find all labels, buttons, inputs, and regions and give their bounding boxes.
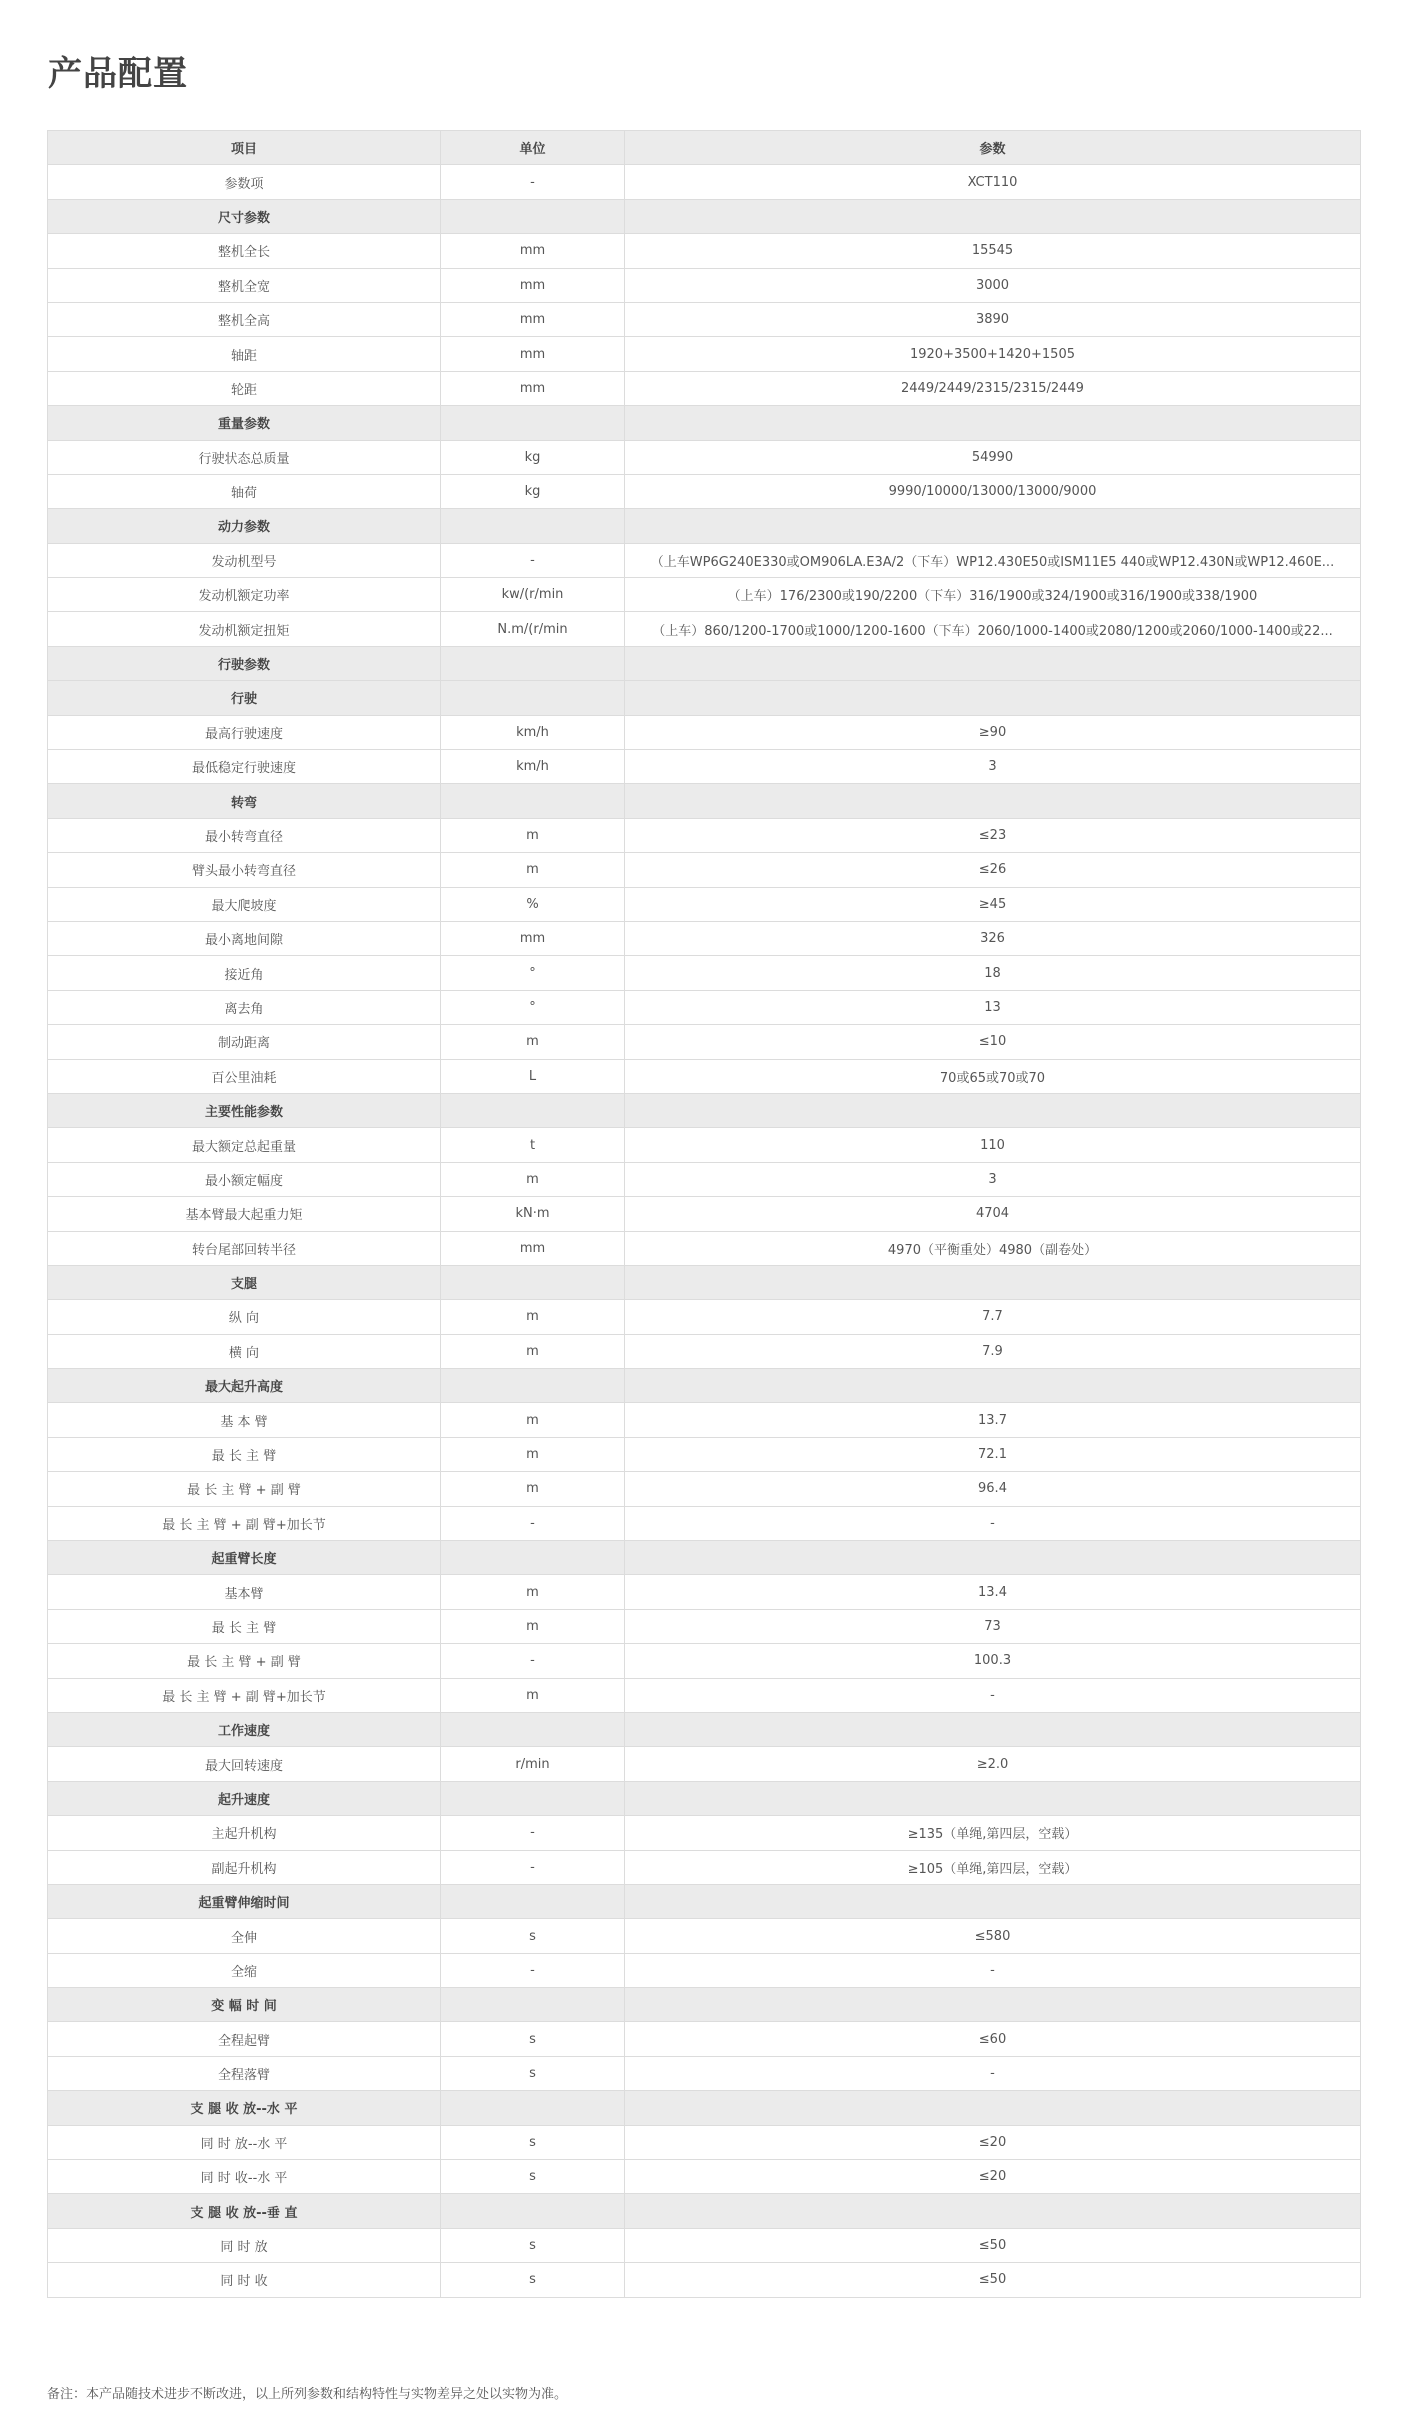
cell-value	[625, 509, 1361, 543]
cell-unit: -	[441, 165, 625, 199]
section-row	[48, 1712, 1361, 1746]
cell-unit: m	[441, 853, 625, 887]
cell-value: 15545	[625, 234, 1361, 268]
section-row	[48, 1093, 1361, 1127]
cell-unit	[441, 784, 625, 818]
cell-value: ≥105（单绳,第四层，空载）	[625, 1850, 1361, 1884]
table-row	[48, 1575, 1361, 1609]
table-row	[48, 1437, 1361, 1471]
cell-value: （上车）176/2300或190/2200（下车）316/1900或324/1900或316/1900或338/1900	[625, 578, 1361, 612]
cell-value: ≤26	[625, 853, 1361, 887]
cell-unit: t	[441, 1128, 625, 1162]
spec-table	[47, 130, 1361, 2298]
table-row	[48, 337, 1361, 371]
cell-item: 接近角	[48, 956, 441, 990]
cell-unit: L	[441, 1059, 625, 1093]
cell-value	[625, 646, 1361, 680]
table-row	[48, 1025, 1361, 1059]
table-row	[48, 1059, 1361, 1093]
cell-unit: m	[441, 1472, 625, 1506]
section-title: 最大起升高度	[48, 1369, 441, 1403]
header-param: 参数	[625, 131, 1361, 165]
cell-unit: mm	[441, 337, 625, 371]
cell-unit	[441, 2194, 625, 2228]
cell-unit: °	[441, 956, 625, 990]
table-row	[48, 543, 1361, 577]
cell-value: ≥45	[625, 887, 1361, 921]
table-row	[48, 887, 1361, 921]
cell-value: ≤20	[625, 2125, 1361, 2159]
section-row	[48, 406, 1361, 440]
table-row	[48, 1816, 1361, 1850]
section-title: 起重臂伸缩时间	[48, 1884, 441, 1918]
section-row	[48, 1988, 1361, 2022]
cell-value	[625, 1541, 1361, 1575]
cell-unit: m	[441, 818, 625, 852]
cell-item: 最高行驶速度	[48, 715, 441, 749]
cell-value	[625, 406, 1361, 440]
table-row	[48, 1403, 1361, 1437]
cell-value: XCT110	[625, 165, 1361, 199]
cell-unit	[441, 646, 625, 680]
table-row	[48, 818, 1361, 852]
cell-unit	[441, 199, 625, 233]
table-row	[48, 2228, 1361, 2262]
cell-value	[625, 1988, 1361, 2022]
cell-unit: s	[441, 2022, 625, 2056]
cell-value	[625, 2091, 1361, 2125]
cell-item: 整机全长	[48, 234, 441, 268]
cell-value	[625, 1781, 1361, 1815]
cell-item: 发动机型号	[48, 543, 441, 577]
section-title: 变 幅 时 间	[48, 1988, 441, 2022]
table-row	[48, 1162, 1361, 1196]
table-row	[48, 715, 1361, 749]
table-row	[48, 474, 1361, 508]
cell-item: 基 本 臂	[48, 1403, 441, 1437]
section-row	[48, 646, 1361, 680]
section-row	[48, 2091, 1361, 2125]
section-row	[48, 1265, 1361, 1299]
cell-unit: mm	[441, 234, 625, 268]
cell-item: 最小离地间隙	[48, 921, 441, 955]
cell-unit	[441, 1712, 625, 1746]
table-row	[48, 234, 1361, 268]
table-row	[48, 1850, 1361, 1884]
cell-item: 全程起臂	[48, 2022, 441, 2056]
cell-item: 臂头最小转弯直径	[48, 853, 441, 887]
cell-unit: mm	[441, 1231, 625, 1265]
cell-unit: s	[441, 2160, 625, 2194]
cell-item: 最 长 主 臂	[48, 1437, 441, 1471]
cell-item: 最大回转速度	[48, 1747, 441, 1781]
table-row	[48, 1334, 1361, 1368]
cell-value: 4970（平衡重处）4980（副卷处）	[625, 1231, 1361, 1265]
cell-value: ≤50	[625, 2228, 1361, 2262]
cell-value: -	[625, 2056, 1361, 2090]
cell-item: 轴荷	[48, 474, 441, 508]
section-row	[48, 1884, 1361, 1918]
table-row	[48, 1644, 1361, 1678]
cell-item: 基本臂	[48, 1575, 441, 1609]
section-title: 尺寸参数	[48, 199, 441, 233]
cell-value: 4704	[625, 1197, 1361, 1231]
cell-value: 70或65或70或70	[625, 1059, 1361, 1093]
cell-value: 7.7	[625, 1300, 1361, 1334]
cell-value	[625, 681, 1361, 715]
cell-value: ≤580	[625, 1919, 1361, 1953]
cell-value	[625, 1884, 1361, 1918]
cell-value: 13.4	[625, 1575, 1361, 1609]
cell-item: 主起升机构	[48, 1816, 441, 1850]
section-title: 动力参数	[48, 509, 441, 543]
section-title: 转弯	[48, 784, 441, 818]
table-row	[48, 1747, 1361, 1781]
spec-table-body	[48, 131, 1361, 2298]
page-title: 产品配置	[48, 54, 188, 94]
table-row	[48, 578, 1361, 612]
cell-value: 3000	[625, 268, 1361, 302]
cell-value: -	[625, 1678, 1361, 1712]
section-row	[48, 784, 1361, 818]
cell-unit: -	[441, 1953, 625, 1987]
cell-item: 行驶状态总质量	[48, 440, 441, 474]
cell-value	[625, 1265, 1361, 1299]
cell-value: 3	[625, 1162, 1361, 1196]
cell-item: 轴距	[48, 337, 441, 371]
cell-value: 96.4	[625, 1472, 1361, 1506]
table-row	[48, 371, 1361, 405]
cell-unit: m	[441, 1678, 625, 1712]
section-title: 支腿	[48, 1265, 441, 1299]
table-row	[48, 750, 1361, 784]
cell-value: 7.9	[625, 1334, 1361, 1368]
cell-unit: m	[441, 1334, 625, 1368]
table-row	[48, 165, 1361, 199]
cell-item: 全缩	[48, 1953, 441, 1987]
cell-unit: %	[441, 887, 625, 921]
cell-value: 3890	[625, 302, 1361, 336]
cell-item: 最大额定总起重量	[48, 1128, 441, 1162]
table-row	[48, 990, 1361, 1024]
cell-unit	[441, 1884, 625, 1918]
cell-unit: mm	[441, 371, 625, 405]
table-row	[48, 2022, 1361, 2056]
section-title: 主要性能参数	[48, 1093, 441, 1127]
cell-value: ≤20	[625, 2160, 1361, 2194]
cell-value: -	[625, 1506, 1361, 1540]
cell-unit: N.m/(r/min	[441, 612, 625, 646]
cell-item: 制动距离	[48, 1025, 441, 1059]
cell-unit: -	[441, 1850, 625, 1884]
cell-item: 最 长 主 臂 + 副 臂	[48, 1644, 441, 1678]
cell-value: 1920+3500+1420+1505	[625, 337, 1361, 371]
cell-unit: -	[441, 1644, 625, 1678]
table-row	[48, 1231, 1361, 1265]
cell-value	[625, 1093, 1361, 1127]
cell-value: 3	[625, 750, 1361, 784]
cell-unit	[441, 1781, 625, 1815]
cell-item: 百公里油耗	[48, 1059, 441, 1093]
section-row	[48, 681, 1361, 715]
table-row	[48, 1506, 1361, 1540]
cell-unit	[441, 1988, 625, 2022]
section-title: 起重臂长度	[48, 1541, 441, 1575]
cell-unit: s	[441, 2263, 625, 2297]
section-title: 重量参数	[48, 406, 441, 440]
cell-value: 9990/10000/13000/13000/9000	[625, 474, 1361, 508]
cell-item: 最小转弯直径	[48, 818, 441, 852]
cell-unit: s	[441, 2125, 625, 2159]
cell-item: 参数项	[48, 165, 441, 199]
cell-value: 100.3	[625, 1644, 1361, 1678]
cell-unit	[441, 509, 625, 543]
cell-unit: m	[441, 1300, 625, 1334]
cell-item: 最 长 主 臂	[48, 1609, 441, 1643]
cell-unit	[441, 681, 625, 715]
cell-value: （上车）860/1200-1700或1000/1200-1600（下车）2060/1000-1400或2080/1200或2060/1000-1400或22...	[625, 612, 1361, 646]
table-row	[48, 2056, 1361, 2090]
cell-unit	[441, 2091, 625, 2125]
table-header-row	[48, 131, 1361, 165]
section-row	[48, 199, 1361, 233]
cell-value: ≥135（单绳,第四层，空载）	[625, 1816, 1361, 1850]
cell-value: ≤50	[625, 2263, 1361, 2297]
section-title: 起升速度	[48, 1781, 441, 1815]
section-title: 工作速度	[48, 1712, 441, 1746]
cell-unit: r/min	[441, 1747, 625, 1781]
cell-unit: kN·m	[441, 1197, 625, 1231]
table-row	[48, 1197, 1361, 1231]
header-unit: 单位	[441, 131, 625, 165]
cell-value	[625, 784, 1361, 818]
table-row	[48, 302, 1361, 336]
cell-unit: mm	[441, 302, 625, 336]
cell-unit: m	[441, 1403, 625, 1437]
cell-item: 最 长 主 臂 + 副 臂+加长节	[48, 1678, 441, 1712]
table-row	[48, 1678, 1361, 1712]
table-row	[48, 2263, 1361, 2297]
table-row	[48, 1919, 1361, 1953]
cell-unit: mm	[441, 921, 625, 955]
cell-value: 54990	[625, 440, 1361, 474]
cell-item: 整机全宽	[48, 268, 441, 302]
cell-value: ≥2.0	[625, 1747, 1361, 1781]
cell-value: 18	[625, 956, 1361, 990]
cell-unit: -	[441, 543, 625, 577]
cell-item: 同 时 收--水 平	[48, 2160, 441, 2194]
section-row	[48, 2194, 1361, 2228]
cell-value: ≤10	[625, 1025, 1361, 1059]
cell-value: 2449/2449/2315/2315/2449	[625, 371, 1361, 405]
section-title: 行驶参数	[48, 646, 441, 680]
cell-unit: m	[441, 1575, 625, 1609]
section-row	[48, 1781, 1361, 1815]
cell-value: ≤23	[625, 818, 1361, 852]
table-row	[48, 853, 1361, 887]
cell-item: 最大爬坡度	[48, 887, 441, 921]
section-title: 支 腿 收 放--垂 直	[48, 2194, 441, 2228]
cell-unit: kg	[441, 440, 625, 474]
cell-value	[625, 1712, 1361, 1746]
cell-item: 同 时 收	[48, 2263, 441, 2297]
cell-unit	[441, 1265, 625, 1299]
cell-value: 72.1	[625, 1437, 1361, 1471]
table-row	[48, 921, 1361, 955]
cell-value: 110	[625, 1128, 1361, 1162]
cell-item: 全程落臂	[48, 2056, 441, 2090]
cell-item: 最低稳定行驶速度	[48, 750, 441, 784]
cell-unit: m	[441, 1162, 625, 1196]
cell-item: 最 长 主 臂 + 副 臂+加长节	[48, 1506, 441, 1540]
cell-item: 基本臂最大起重力矩	[48, 1197, 441, 1231]
section-row	[48, 1541, 1361, 1575]
cell-value: 13.7	[625, 1403, 1361, 1437]
cell-item: 纵 向	[48, 1300, 441, 1334]
table-row	[48, 612, 1361, 646]
cell-item: 最 长 主 臂 + 副 臂	[48, 1472, 441, 1506]
cell-value: （上车WP6G240E330或OM906LA.E3A/2（下车）WP12.430E50或ISM11E5 440或WP12.430N或WP12.460E...	[625, 543, 1361, 577]
table-row	[48, 2160, 1361, 2194]
cell-item: 同 时 放	[48, 2228, 441, 2262]
cell-item: 全伸	[48, 1919, 441, 1953]
table-row	[48, 1300, 1361, 1334]
table-row	[48, 2125, 1361, 2159]
cell-unit: kw/(r/min	[441, 578, 625, 612]
cell-unit: -	[441, 1506, 625, 1540]
cell-value: -	[625, 1953, 1361, 1987]
cell-value: ≥90	[625, 715, 1361, 749]
cell-value: 73	[625, 1609, 1361, 1643]
cell-value: 326	[625, 921, 1361, 955]
cell-unit: km/h	[441, 750, 625, 784]
cell-unit: m	[441, 1025, 625, 1059]
section-title: 支 腿 收 放--水 平	[48, 2091, 441, 2125]
cell-unit	[441, 406, 625, 440]
table-row	[48, 268, 1361, 302]
cell-item: 横 向	[48, 1334, 441, 1368]
cell-unit	[441, 1369, 625, 1403]
cell-unit: °	[441, 990, 625, 1024]
cell-unit: s	[441, 2056, 625, 2090]
table-row	[48, 1953, 1361, 1987]
cell-unit: m	[441, 1609, 625, 1643]
cell-value: ≤60	[625, 2022, 1361, 2056]
table-row	[48, 1128, 1361, 1162]
section-row	[48, 1369, 1361, 1403]
cell-unit: -	[441, 1816, 625, 1850]
cell-value	[625, 199, 1361, 233]
cell-unit: m	[441, 1437, 625, 1471]
cell-value: 13	[625, 990, 1361, 1024]
table-row	[48, 956, 1361, 990]
cell-item: 发动机额定功率	[48, 578, 441, 612]
cell-unit	[441, 1541, 625, 1575]
cell-item: 最小额定幅度	[48, 1162, 441, 1196]
cell-unit: kg	[441, 474, 625, 508]
cell-item: 副起升机构	[48, 1850, 441, 1884]
cell-unit	[441, 1093, 625, 1127]
footnote: 备注：本产品随技术进步不断改进，以上所列参数和结构特性与实物差异之处以实物为准。	[47, 2387, 568, 2402]
cell-unit: mm	[441, 268, 625, 302]
cell-item: 同 时 放--水 平	[48, 2125, 441, 2159]
cell-item: 离去角	[48, 990, 441, 1024]
cell-item: 整机全高	[48, 302, 441, 336]
cell-value	[625, 2194, 1361, 2228]
cell-unit: s	[441, 1919, 625, 1953]
table-row	[48, 1472, 1361, 1506]
cell-value	[625, 1369, 1361, 1403]
cell-item: 轮距	[48, 371, 441, 405]
cell-unit: km/h	[441, 715, 625, 749]
table-row	[48, 440, 1361, 474]
cell-item: 转台尾部回转半径	[48, 1231, 441, 1265]
table-row	[48, 1609, 1361, 1643]
cell-unit: s	[441, 2228, 625, 2262]
cell-item: 发动机额定扭矩	[48, 612, 441, 646]
header-item: 项目	[48, 131, 441, 165]
section-title: 行驶	[48, 681, 441, 715]
section-row	[48, 509, 1361, 543]
